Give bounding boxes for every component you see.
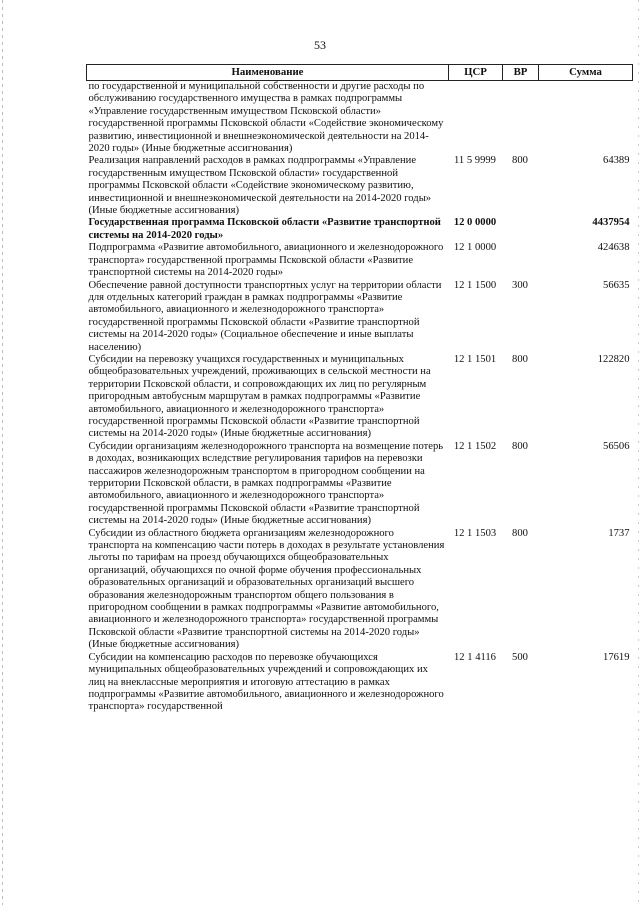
- row-sum: 4437954: [592, 217, 630, 229]
- row-name: Субсидии на компенсацию расходов по перевозке обучающихся муниципальных общеобразовательных учреждений и сопровождающих их лиц на внеклассные мероприятия и итоговую аттестацию в рамках подпрограммы «Развитие автомобильного, авиационного и железнодорожного транспорта» государственной: [88, 651, 444, 713]
- table-row: [87, 81, 633, 156]
- row-vr: 300: [512, 279, 528, 291]
- table-body: [87, 81, 633, 714]
- table-row: [87, 441, 633, 528]
- row-vr: 800: [512, 527, 528, 539]
- row-sum: 64389: [603, 155, 630, 167]
- row-csr: 12 1 1501: [453, 353, 497, 365]
- row-vr: [503, 242, 539, 279]
- header-row: [87, 65, 633, 81]
- row-csr: [449, 81, 503, 156]
- row-name: Государственная программа Псковской области «Развитие транспортной системы на 2014-2020 годы»: [88, 217, 441, 241]
- row-sum: 424638: [597, 242, 630, 254]
- row-sum: 122820: [597, 353, 630, 365]
- row-name: Субсидии из областного бюджета организациям железнодорожного транспорта на компенсацию части потерь в доходах в результате установления льготы по тарифам на проезд обучающихся общеобразовательных организаций, обучающихся по очной форме обучения профессиональных образовательных организаций и образовательных организаций высшего образования железнодорожным транспортом общего пользования в пригородном сообщении в рамках подпрограммы «Развитие автомобильного, авиационного и железнодорожного транспорта» государственной программы Псковской области «Развитие транспортной системы на 2014-2020 годы» (Иные бюджетные ассигнования): [88, 527, 445, 651]
- row-csr: 12 1 1503: [453, 527, 497, 539]
- scan-left-edge: [2, 0, 3, 905]
- budget-table: [86, 64, 633, 714]
- row-vr: [503, 217, 539, 242]
- row-name: Обеспечение равной доступности транспортных услуг на территории области для отдельных категорий граждан в рамках подпрограммы «Развитие автомобильного, авиационного и железнодорожного транспорта» государственной программы Псковской области «Развитие транспортной системы на 2014-2020 годы» (Социальное обеспечение и иные выплаты населению): [88, 279, 442, 353]
- table-row: [87, 280, 633, 354]
- row-name: Субсидии на перевозку учащихся государственных и муниципальных общеобразовательных учреждений, проживающих в сельской местности на территории Псковской области, и сопровождающих их лиц по регулярным пригородным автобусным маршрутам в рамках подпрограммы «Развитие автомобильного, авиационного и железнодорожного транспорта» государственной программы Псковской области «Развитие транспортной системы на 2014-2020 годы» (Иные бюджетные ассигнования): [88, 353, 431, 440]
- row-csr: 12 1 4116: [454, 651, 496, 663]
- table-row: [87, 652, 633, 714]
- header-name: Наименование: [87, 65, 449, 81]
- row-vr: 800: [512, 440, 528, 452]
- row-sum: 1737: [608, 527, 630, 539]
- table-row: [87, 217, 633, 242]
- row-vr: 800: [512, 353, 528, 365]
- row-sum: 56635: [603, 279, 630, 291]
- row-name: Подпрограмма «Развитие автомобильного, авиационного и железнодорожного транспорта» государственной программы Псковской области «Развитие транспортной системы на 2014-2020 годы»: [88, 242, 444, 279]
- header-csr: ЦСР: [449, 65, 503, 81]
- row-sum: [539, 81, 633, 156]
- row-csr: 12 1 1500: [453, 279, 497, 291]
- table-row: [87, 528, 633, 652]
- row-vr: 800: [512, 155, 528, 167]
- row-vr: [503, 81, 539, 156]
- row-csr: 12 0 0000: [453, 217, 497, 229]
- row-csr: 11 5 9999: [454, 155, 496, 167]
- row-csr: 12 1 0000: [453, 242, 497, 254]
- header-sum: Сумма: [539, 65, 633, 81]
- scan-right-edge: [638, 0, 639, 905]
- row-sum: 17619: [603, 651, 630, 663]
- table-row: [87, 354, 633, 441]
- header-vr: ВР: [503, 65, 539, 81]
- row-name: Реализация направлений расходов в рамках подпрограммы «Управление государственным имуществом Псковской области» государственной программы Псковской области «Содействие экономическому развитию, инвестиционной и внешнеэкономической деятельности на 2014-2020 годы» (Иные бюджетные ассигнования): [88, 155, 432, 217]
- table-row: [87, 155, 633, 217]
- table-row: [87, 242, 633, 279]
- row-csr: 12 1 1502: [453, 440, 497, 452]
- row-name: по государственной и муниципальной собственности и другие расходы по обслуживанию государственного имущества в рамках подпрограммы «Управление государственным имуществом Псковской области» государственной программы Псковской области «Содействие экономическому развитию, инвестиционной и внешнеэкономической деятельности на 2014-2020 годы» (Иные бюджетные ассигнования): [88, 81, 444, 155]
- row-sum: 56506: [603, 440, 630, 452]
- row-vr: 500: [512, 651, 528, 663]
- page-number: 53: [314, 38, 326, 52]
- table-header: [87, 65, 633, 81]
- row-name: Субсидии организациям железнодорожного транспорта на возмещение потерь в доходах, возникающих вследствие регулирования тарифов на перевозки пассажиров железнодорожным транспортом в пригородном сообщении на территории Псковской области, в рамках подпрограммы «Развитие автомобильного, авиационного и железнодорожного транспорта» государственной программы Псковской области «Развитие транспортной системы на 2014-2020 годы» (Иные бюджетные ассигнования): [88, 440, 444, 527]
